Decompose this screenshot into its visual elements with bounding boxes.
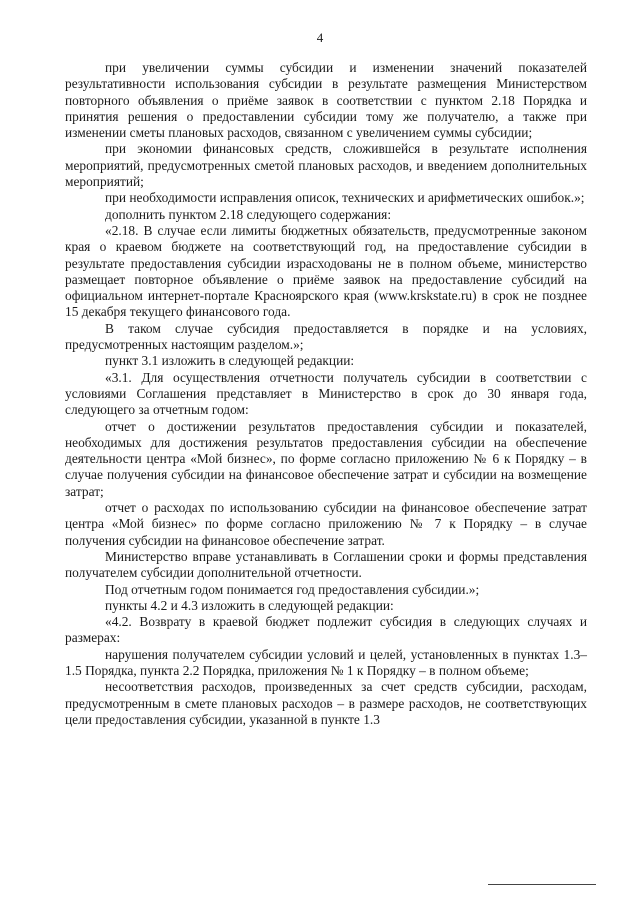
- paragraph-1: при увеличении суммы субсидии и изменении значений показателей результативности использования субсидии в результате размещения Министерством повторного объявления о приёме заявок в соответствии с пунктом 2.18 Порядка и принятия решения о предоставлении субсидии тому же получателю, а также при изменении сметы плановых расходов, связанном с увеличением суммы субсидии;: [65, 60, 587, 141]
- page-number: 4: [316, 30, 324, 45]
- paragraph-16: несоответствия расходов, произведенных за счет средств субсидии, расходам, предусмотренным в смете плановых расходов – в размере расходов, не соответствующих цели предоставления субсидии, указанной в пункте 1.3: [65, 679, 587, 727]
- paragraph-3: при необходимости исправления описок, технических и арифметических ошибок.»;: [105, 190, 585, 206]
- paragraph-5: «2.18. В случае если лимиты бюджетных обязательств, предусмотренные законом края о краевом бюджете на соответствующий год, на предоставление субсидии в результате предоставления субсидии израсходованы не в полном объеме, министерство размещает повторное объявление о приёме заявок на предоставление субсидий на официальном интернет-портале Красноярского края (www.krskstate.ru) в срок не позднее 15 декабря текущего финансового года.: [65, 222, 587, 320]
- paragraph-12: Под отчетным годом понимается год предоставления субсидии.»;: [105, 581, 480, 597]
- paragraph-2: при экономии финансовых средств, сложившейся в результате исполнения мероприятий, предусмотренных сметой плановых расходов, и введением дополнительных мероприятий;: [65, 141, 587, 190]
- paragraph-9: отчет о достижении результатов предоставления субсидии и показателей, необходимых для достижения результатов предоставления субсидии на обеспечение деятельности центра «Мой бизнес», по форме согласно приложению № 6 к Порядку – в случае получения субсидии на финансовое обеспечение затрат и субсидии на возмещение затрат;: [65, 418, 587, 499]
- footer-divider: [488, 884, 596, 885]
- paragraph-13: пункты 4.2 и 4.3 изложить в следующей редакции:: [105, 597, 394, 613]
- paragraph-6: В таком случае субсидия предоставляется в порядке и на условиях, предусмотренных настоящим разделом.»;: [65, 320, 587, 353]
- paragraph-11: Министерство вправе устанавливать в Соглашении сроки и формы представления получателем субсидии дополнительной отчетности.: [65, 548, 587, 581]
- document-body: [65, 60, 587, 728]
- paragraph-14: «4.2. Возврату в краевой бюджет подлежит субсидия в следующих случаях и размерах:: [65, 614, 587, 646]
- paragraph-10: отчет о расходах по использованию субсидии на финансовое обеспечение затрат центра «Мой бизнес» по форме согласно приложению № 7 к Порядку – в случае получения субсидии на финансовое обеспечение затрат.: [65, 500, 587, 548]
- paragraph-7: пункт 3.1 изложить в следующей редакции:: [105, 353, 355, 369]
- paragraph-4: дополнить пунктом 2.18 следующего содержания:: [105, 206, 392, 222]
- paragraph-8: «3.1. Для осуществления отчетности получатель субсидии в соответствии с условиями Соглашения представляет в Министерство в срок до 30 января года, следующего за отчетным годом:: [65, 369, 587, 418]
- paragraph-15: нарушения получателем субсидии условий и целей, установленных в пунктах 1.3–1.5 Порядка, пункта 2.2 Порядка, приложения № 1 к Порядку – в полном объеме;: [65, 646, 587, 678]
